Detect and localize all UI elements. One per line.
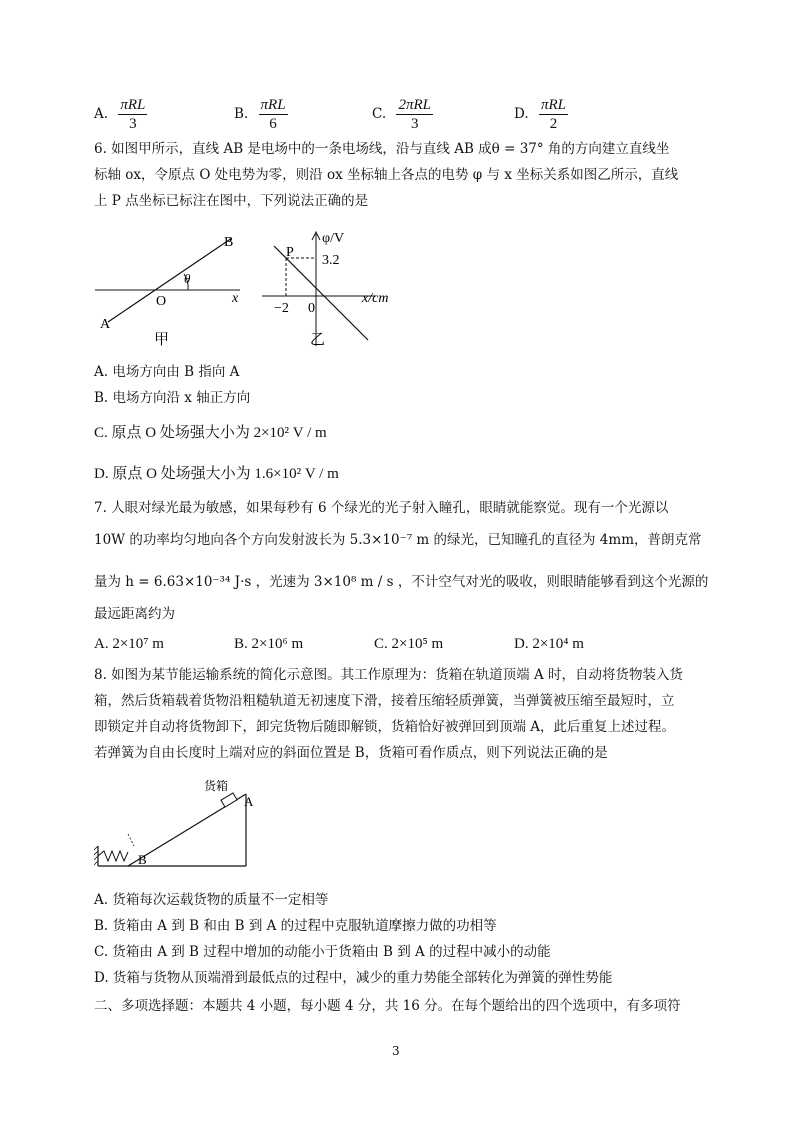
q7-option-c: C. 2×10⁵ m <box>374 636 444 652</box>
q5-option-d: D. $\frac{\text{πRL}}{2}$ <box>514 97 566 132</box>
spring-icon <box>98 851 128 861</box>
q8-stem: 8. 如图为某节能运输系统的简化示意图。其工作原理为：货箱在轨道顶端 A 时，自动将货物装入货 箱，然后货箱载着货物沿粗糙轨道无初速度下滑，接着压缩轻质弹簧，当弹簧被压缩至最短时，立 即锁定并自动将货物卸下，卸完货物后随即解锁，货箱恰好被弹回到顶端 A，此后重复上述过程。 若弹簧为自由长度时上端对应的斜面位置是 B，货箱可看作质点，则下列说法正确的是 <box>94 667 684 761</box>
label-origin: 0 <box>308 301 315 316</box>
q8-option-b: B. 货箱由 A 到 B 和由 B 到 A 的过程中克服轨道摩擦力做的功相等 <box>94 918 497 934</box>
q5-option-c: C. $\frac{\text{2πRL}}{3}$ <box>372 97 431 132</box>
label-x-axis: x/cm <box>362 291 389 306</box>
phi-line <box>274 246 368 340</box>
label-b: B <box>224 235 234 250</box>
q7-line-2: 10W 的功率均匀地向各个方向发射波长为 5.3×10⁻⁷ m 的绿光，已知瞳孔的直径为 4mm，普朗克常 <box>94 532 702 548</box>
label-a: A <box>100 317 111 332</box>
q7-line-3: 量为 h = 6.63×10⁻³⁴ J·s ，光速为 3×10⁸ m / s ，不计空气对光的吸收，则眼睛能够看到这个光源的 <box>94 574 709 590</box>
free-length-mark <box>128 834 134 846</box>
page-number: 3 <box>392 1044 400 1058</box>
label-cargo-box: 货箱 <box>204 779 229 793</box>
cargo-box <box>221 793 237 807</box>
label-o: O <box>156 294 167 309</box>
label-x: x <box>232 291 239 306</box>
q6-option-b: B. 电场方向沿 x 轴正方向 <box>94 390 251 406</box>
q7-option-a: A. 2×10⁷ m <box>94 636 164 652</box>
q6-option-a: A. 电场方向由 B 指向 A <box>94 364 240 380</box>
q6-option-c: C. 原点 O 处场强大小为 2×10² V / m <box>94 425 327 441</box>
label-b: B <box>138 852 147 867</box>
line-ab <box>108 238 232 322</box>
label-y-value: 3.2 <box>322 253 340 268</box>
q7-option-d: D. 2×10⁴ m <box>514 636 584 652</box>
figure-yi <box>256 224 406 354</box>
q7-line-4: 最远距离约为 <box>94 606 175 622</box>
q8-option-d: D. 货箱与货物从顶端滑到最低点的过程中，减少的重力势能全部转化为弹簧的弹性势能 <box>94 970 613 986</box>
q7-option-b: B. 2×10⁶ m <box>234 636 304 652</box>
figure-transport-system <box>94 772 264 872</box>
figure-jia <box>90 226 250 354</box>
q5-option-a: A. $\frac{\text{πRL}}{3}$ <box>94 97 146 132</box>
label-a: A <box>244 794 254 809</box>
caption-yi: 乙 <box>310 332 326 348</box>
label-p: P <box>286 245 294 260</box>
q7-line-1: 7. 人眼对绿光最为敏感，如果每秒有 6 个绿光的光子射入瞳孔，眼睛就能察觉。现有一个光源以 <box>94 500 669 516</box>
label-x-value: −2 <box>274 301 289 316</box>
q6-option-d: D. 原点 O 处场强大小为 1.6×10² V / m <box>94 466 339 482</box>
q8-option-a: A. 货箱每次运载货物的质量不一定相等 <box>94 892 329 908</box>
label-theta: θ <box>184 271 191 286</box>
q5-option-b: B. $\frac{\text{πRL}}{6}$ <box>234 97 286 132</box>
q8-option-c: C. 货箱由 A 到 B 过程中增加的动能小于货箱由 B 到 A 的过程中减小的动能 <box>94 944 551 960</box>
caption-jia: 甲 <box>154 332 170 348</box>
label-y-axis: φ/V <box>322 231 345 246</box>
q6-stem: 6. 如图甲所示，直线 AB 是电场中的一条电场线，沿与直线 AB 成θ = 37° 角的方向建立直线坐 标轴 ox，令原点 O 处电势为零，则沿 ox 坐标轴上各点的电势 φ 与 x 坐标关系如图乙所示，直线 上 P 点坐标已标注在图中，下列说法正确的是 <box>94 141 679 209</box>
section-2-heading: 二、多项选择题：本题共 4 小题，每小题 4 分，共 16 分。在每个题给出的四个选项中，有多项符 <box>94 998 681 1014</box>
